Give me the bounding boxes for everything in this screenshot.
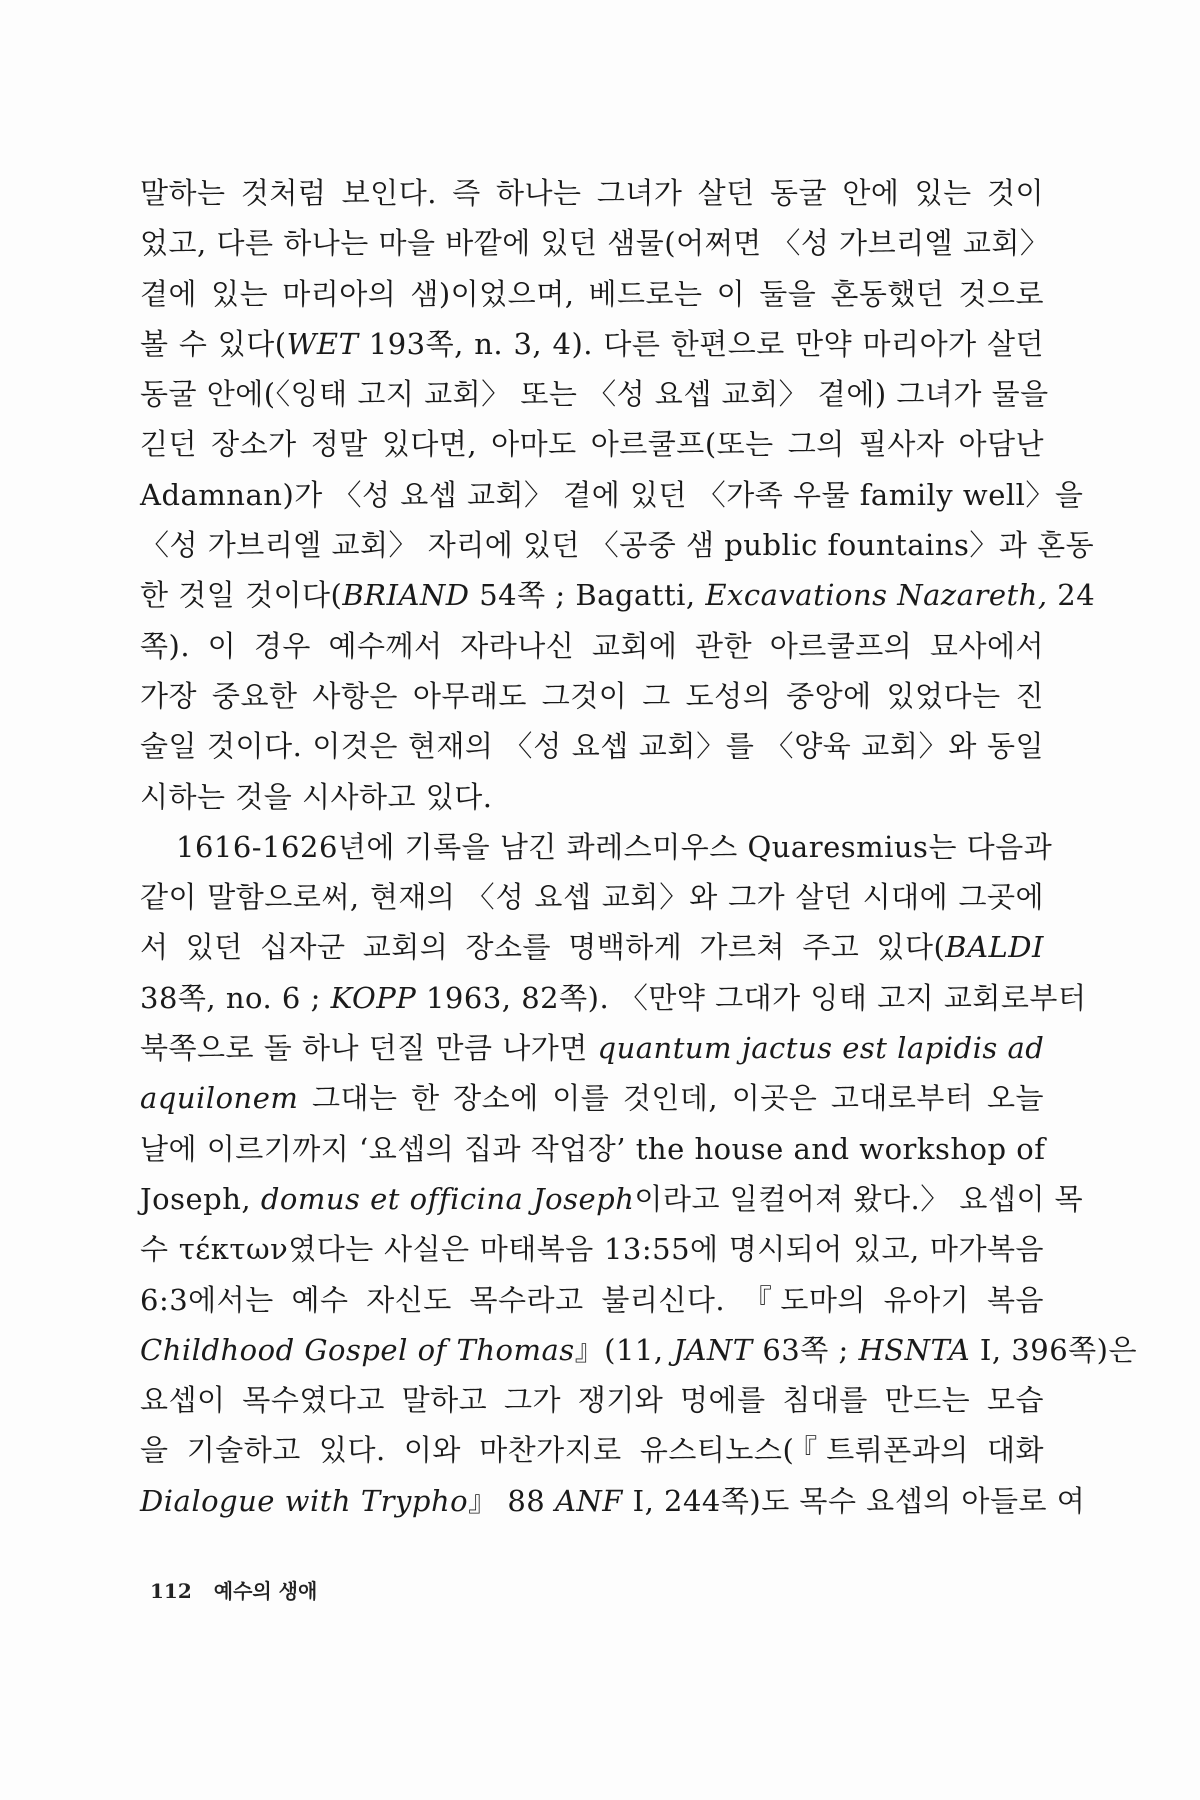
- text-segment: 날에 이르기까지 ‘요셉의 집과 작업장’ the house and workshop of: [140, 1131, 1046, 1166]
- text-segment: 었고, 다른 하나는 마을 바깥에 있던 샘물(어쩌면 〈성 가브리엘 교회〉: [140, 226, 1050, 261]
- text-segment: 〈성 가브리엘 교회〉 자리에 있던 〈공중 샘 public fountains〉과 혼동: [140, 528, 1095, 563]
- text-segment: 』(11,: [574, 1332, 674, 1367]
- text-line: [140, 1073, 1044, 1123]
- text-segment: 193쪽, n. 3, 4). 다른 한편으로 만약 마리아가 살던: [358, 326, 1044, 361]
- text-line: [140, 520, 1095, 570]
- text-segment: 쪽). 이 경우 예수께서 자라나신 교회에 관한 아르쿨프의 묘사에서: [140, 628, 1044, 663]
- text-line: [140, 721, 1044, 771]
- text-segment: 긷던 장소가 정말 있다면, 아마도 아르쿨프(또는 그의 필사자 아담난: [140, 427, 1044, 462]
- italic-text: BRIAND: [342, 578, 470, 613]
- text-line: [140, 1476, 1086, 1526]
- page-footer: [150, 1575, 317, 1604]
- italic-text: WET: [286, 326, 359, 361]
- text-line: [140, 470, 1084, 520]
- text-segment: 을 기술하고 있다. 이와 마찬가지로 유스티노스(『트뤼폰과의 대화: [140, 1433, 1044, 1468]
- text-segment: 』 88: [468, 1483, 555, 1518]
- text-line: [140, 922, 1044, 972]
- text-segment: 이라고 일컬어져 왔다.〉 요셉이 목: [634, 1181, 1084, 1216]
- text-line: [140, 973, 1087, 1023]
- page-number: 112: [150, 1579, 192, 1603]
- text-line: [140, 419, 1044, 469]
- text-segment: 그대는 한 장소에 이를 것인데, 이곳은 고대로부터 오늘: [298, 1081, 1044, 1116]
- italic-text: KOPP: [330, 980, 417, 1015]
- text-line: [140, 319, 1044, 369]
- body-text: [140, 168, 1137, 1526]
- text-segment: 6:3에서는 예수 자신도 목수라고 불리신다. 『도마의 유아기 복음: [140, 1282, 1044, 1317]
- text-line: [140, 1325, 1137, 1375]
- text-line: [140, 1375, 1044, 1425]
- text-line: [140, 218, 1050, 268]
- italic-text: domus et officina Joseph: [260, 1181, 635, 1216]
- text-segment: 같이 말함으로써, 현재의 〈성 요셉 교회〉와 그가 살던 시대에 그곳에: [140, 880, 1044, 915]
- text-line: [140, 1124, 1044, 1174]
- text-line: [140, 168, 1044, 218]
- text-line: [140, 671, 1044, 721]
- text-segment: 1963, 82쪽). 〈만약 그대가 잉태 고지 교회로부터: [416, 980, 1087, 1015]
- running-title: 예수의 생애: [213, 1579, 318, 1603]
- text-line: [140, 1023, 1044, 1073]
- text-segment: Joseph,: [140, 1181, 261, 1216]
- italic-text: BALDI: [945, 930, 1044, 965]
- text-segment: Adamnan)가 〈성 요셉 교회〉 곁에 있던 〈가족 우물 family well〉을: [140, 477, 1084, 512]
- text-segment: 요셉이 목수였다고 말하고 그가 쟁기와 멍에를 침대를 만드는 모습: [140, 1383, 1044, 1418]
- text-segment: 한 것일 것이다(: [140, 578, 343, 613]
- italic-text: quantum jactus est lapidis ad: [597, 1031, 1045, 1066]
- text-segment: I, 244쪽)도 목수 요셉의 아들로 여: [622, 1483, 1086, 1518]
- italic-text: aquilonem: [140, 1081, 299, 1116]
- text-segment: 1616-1626년에 기록을 남긴 콰레스미우스 Quaresmius는 다음과: [176, 829, 1053, 864]
- text-segment: 63쪽 ;: [752, 1332, 859, 1367]
- text-line: [140, 772, 1044, 822]
- text-segment: 54쪽 ; Bagatti,: [469, 578, 706, 613]
- text-segment: 24: [1047, 578, 1096, 613]
- italic-text: Dialogue with Trypho: [140, 1483, 469, 1518]
- text-line: [140, 1425, 1044, 1475]
- text-segment: 북쪽으로 돌 하나 던질 만큼 나가면: [140, 1031, 598, 1066]
- text-segment: 동굴 안에(〈잉태 고지 교회〉 또는 〈성 요셉 교회〉 곁에) 그녀가 물을: [140, 377, 1049, 412]
- text-segment: 곁에 있는 마리아의 샘)이었으며, 베드로는 이 둘을 혼동했던 것으로: [140, 276, 1044, 311]
- italic-text: JANT: [673, 1332, 753, 1367]
- text-segment: 말하는 것처럼 보인다. 즉 하나는 그녀가 살던 동굴 안에 있는 것이: [140, 176, 1044, 210]
- text-segment: 서 있던 십자군 교회의 장소를 명백하게 가르쳐 주고 있다(: [140, 930, 946, 965]
- text-segment: 볼 수 있다(: [140, 326, 287, 361]
- text-line: [140, 269, 1044, 319]
- text-line: [140, 872, 1044, 922]
- italic-text: ANF: [554, 1483, 623, 1518]
- text-line: [140, 570, 1096, 620]
- text-segment: 가장 중요한 사항은 아무래도 그것이 그 도성의 중앙에 있었다는 진: [140, 678, 1044, 713]
- text-line: [140, 1275, 1044, 1325]
- text-line: [140, 1174, 1084, 1224]
- text-segment: 38쪽, no. 6 ;: [140, 980, 331, 1015]
- text-segment: I, 396쪽)은: [970, 1332, 1137, 1367]
- text-segment: 수 τέκτων였다는 사실은 마태복음 13:55에 명시되어 있고, 마가복음: [140, 1232, 1044, 1267]
- text-line: [140, 369, 1049, 419]
- italic-text: Excavations Nazareth,: [705, 578, 1048, 613]
- text-line: [140, 1224, 1044, 1274]
- text-line: [140, 621, 1044, 671]
- text-line: [140, 822, 1053, 872]
- text-segment: 시하는 것을 시사하고 있다.: [140, 779, 493, 814]
- italic-text: Childhood Gospel of Thomas: [140, 1332, 575, 1367]
- italic-text: HSNTA: [858, 1332, 971, 1367]
- text-segment: 술일 것이다. 이것은 현재의 〈성 요셉 교회〉를 〈양육 교회〉와 동일: [140, 729, 1044, 764]
